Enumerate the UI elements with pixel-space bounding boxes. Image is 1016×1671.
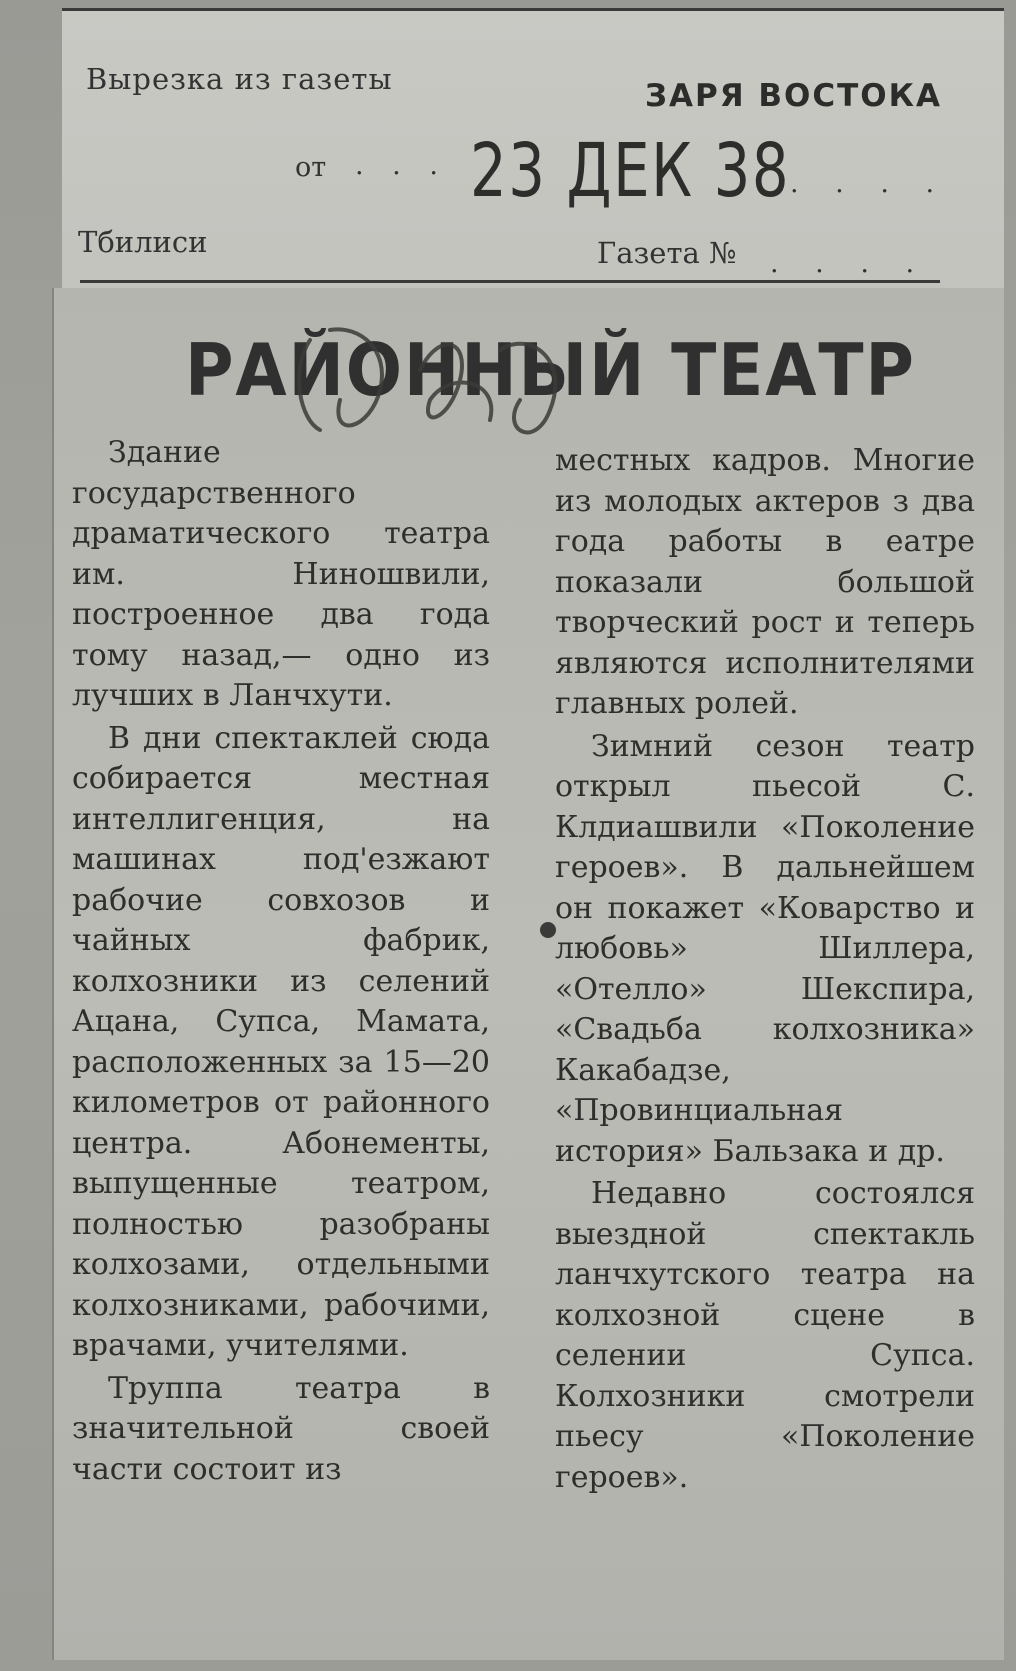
city-label: Тбилиси: [78, 225, 208, 259]
newspaper-name: ЗАРЯ ВОСТОКА: [645, 78, 942, 114]
paragraph: местных кадров. Многие из молодых актеров з два года работы в еатре показали большой творческий рост и теперь являются исполнителями главных ролей.: [555, 443, 975, 721]
gazeta-number-dots: . . . .: [770, 248, 929, 279]
header-rule: [80, 280, 940, 283]
date-dots: . . . .: [790, 168, 949, 199]
from-label: от: [295, 152, 327, 183]
date-stamp: 23 ДЕК 38: [470, 128, 791, 214]
paragraph: Здание государственного драматического театра им. Ниношвили, построенное два года тому назад,— одно из лучших в Ланчхути.: [72, 435, 490, 713]
article-column-right: [555, 441, 975, 1498]
article-headline: РАЙОННЫЙ ТЕАТР: [185, 328, 916, 412]
paragraph: Недавно состоялся выездной спектакль ланчхутского театра на колхозной сцене в селении Супса. Колхозники смотрели пьесу «Поколение героев».: [555, 1176, 975, 1495]
clipping-label: Вырезка из газеты: [86, 62, 393, 96]
article-column-left: [72, 433, 490, 1490]
paragraph: Труппа театра в значительной своей части состоит из: [72, 1370, 490, 1487]
paragraph: Зимний сезон театр открыл пьесой С. Клдиашвили «Поколение героев». В дальнейшем он покажет «Коварство и любовь» Шиллера, «Отелло» Шекспира, «Свадьба колхозника» Какабадзе, «Провинциальная история» Бальзака и др.: [555, 728, 975, 1169]
gazeta-number-label: Газета №: [597, 236, 737, 270]
ink-spot: [540, 922, 556, 938]
paragraph: В дни спектаклей сюда собирается местная интеллигенция, на машинах под'езжают рабочие совхозов и чайных фабрик, колхозники из селений Ацана, Супса, Мамата, расположенных за 15—20 километров от районного центра. Абонементы, выпущенные театром, полностью разобраны колхозами, отдельными колхозниками, рабочими, врачами, учителями.: [72, 720, 490, 1363]
from-dots: . . .: [355, 150, 448, 181]
